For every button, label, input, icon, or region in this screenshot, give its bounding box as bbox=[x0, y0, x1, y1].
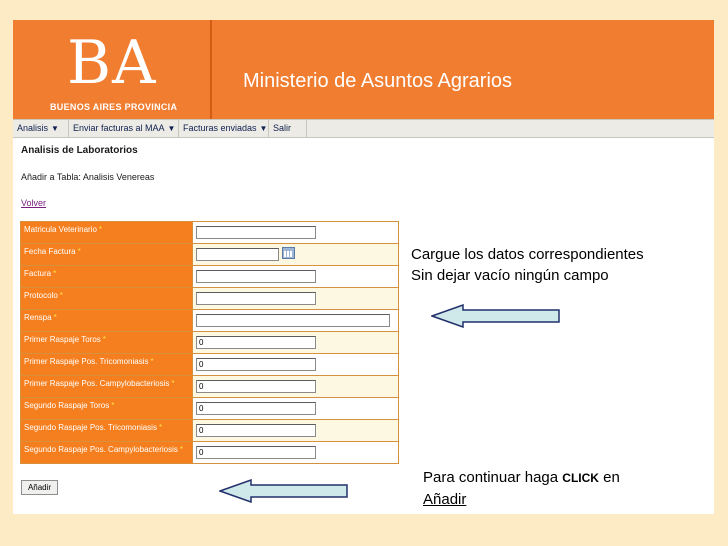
form-row bbox=[21, 376, 398, 398]
field-label: Primer Raspaje Pos. Campylobacteriosis bbox=[24, 379, 170, 388]
menu-analisis[interactable] bbox=[13, 120, 69, 137]
left-arrow-icon bbox=[431, 304, 561, 328]
menu-enviar-facturas[interactable] bbox=[69, 120, 179, 137]
field-label-cell bbox=[21, 420, 193, 441]
field-label-cell bbox=[21, 244, 193, 265]
continue-line bbox=[423, 467, 620, 489]
field-input-cell bbox=[193, 354, 398, 375]
renspa-input[interactable] bbox=[196, 314, 390, 327]
field-input-cell bbox=[193, 266, 398, 287]
fecha-factura-input[interactable] bbox=[196, 248, 279, 261]
field-input-cell bbox=[193, 332, 398, 353]
field-input-cell bbox=[193, 310, 398, 331]
page-title: Analisis de Laboratorios bbox=[21, 145, 138, 156]
segundo-raspaje-tricomoniasis-input[interactable] bbox=[196, 424, 316, 437]
matricula-veterinario-input[interactable] bbox=[196, 226, 316, 239]
calendar-icon[interactable] bbox=[282, 247, 295, 259]
required-mark: * bbox=[111, 401, 115, 410]
form-row bbox=[21, 442, 398, 463]
continue-note bbox=[423, 467, 620, 510]
required-mark: * bbox=[53, 269, 57, 278]
primer-raspaje-toros-input[interactable] bbox=[196, 336, 316, 349]
field-input-cell bbox=[193, 376, 398, 397]
add-button[interactable]: Añadir bbox=[21, 480, 58, 495]
required-mark: * bbox=[53, 313, 57, 322]
field-input-cell bbox=[193, 420, 398, 441]
field-input-cell bbox=[193, 288, 398, 309]
form-row bbox=[21, 310, 398, 332]
required-mark: * bbox=[171, 379, 175, 388]
segundo-raspaje-campylobacteriosis-input[interactable] bbox=[196, 446, 316, 459]
click-word: CLICK bbox=[562, 471, 599, 485]
field-label: Matricula Veterinario bbox=[24, 225, 97, 234]
data-form bbox=[20, 221, 399, 464]
required-mark: * bbox=[150, 357, 154, 366]
add-link-text: Añadir bbox=[423, 491, 467, 508]
logo-subtitle: BUENOS AIRES PROVINCIA bbox=[50, 102, 178, 112]
field-label: Segundo Raspaje Pos. Campylobacteriosis bbox=[24, 445, 178, 454]
form-row bbox=[21, 288, 398, 310]
slide bbox=[13, 20, 714, 514]
field-label: Segundo Raspaje Pos. Tricomoniasis bbox=[24, 423, 157, 432]
menu-facturas-enviadas[interactable] bbox=[179, 120, 269, 137]
field-input-cell bbox=[193, 442, 398, 463]
continue-text: Para continuar haga bbox=[423, 469, 559, 486]
instruction-note bbox=[411, 244, 644, 286]
field-label: Primer Raspaje Pos. Tricomoniasis bbox=[24, 357, 149, 366]
field-label-cell bbox=[21, 222, 193, 243]
form-row bbox=[21, 244, 398, 266]
required-mark: * bbox=[158, 423, 163, 432]
form-row bbox=[21, 332, 398, 354]
field-label: Factura bbox=[24, 269, 52, 278]
field-label-cell bbox=[21, 332, 193, 353]
field-label-cell bbox=[21, 376, 193, 397]
required-mark: * bbox=[179, 445, 183, 454]
form-row bbox=[21, 398, 398, 420]
instruction-line: Cargue los datos correspondientes bbox=[411, 246, 644, 263]
field-label-cell bbox=[21, 442, 193, 463]
factura-input[interactable] bbox=[196, 270, 316, 283]
instruction-line: Sin dejar vacío ningún campo bbox=[411, 267, 609, 284]
field-input-cell bbox=[193, 222, 398, 243]
dropdown-arrow-icon: ▼ bbox=[51, 124, 59, 133]
field-label: Fecha Factura bbox=[24, 247, 76, 256]
field-label: Renspa bbox=[24, 313, 52, 322]
form-row bbox=[21, 420, 398, 442]
logo-divider bbox=[210, 20, 212, 119]
field-input-cell bbox=[193, 244, 398, 265]
field-label-cell bbox=[21, 310, 193, 331]
field-label-cell bbox=[21, 354, 193, 375]
menu-salir[interactable] bbox=[269, 120, 307, 137]
form-row bbox=[21, 266, 398, 288]
form-row bbox=[21, 354, 398, 376]
back-link[interactable]: Volver bbox=[21, 198, 47, 208]
dropdown-arrow-icon: ▼ bbox=[259, 124, 268, 133]
required-mark: * bbox=[77, 247, 81, 256]
segundo-raspaje-toros-input[interactable] bbox=[196, 402, 316, 415]
primer-raspaje-campylobacteriosis-input[interactable] bbox=[196, 380, 316, 393]
form-row bbox=[21, 222, 398, 244]
header-banner bbox=[13, 20, 714, 119]
field-label-cell bbox=[21, 288, 193, 309]
field-label-cell bbox=[21, 398, 193, 419]
left-arrow-icon bbox=[219, 479, 349, 503]
continue-text-suffix: en bbox=[603, 469, 620, 486]
required-mark: * bbox=[102, 335, 106, 344]
protocolo-input[interactable] bbox=[196, 292, 316, 305]
required-mark: * bbox=[98, 225, 103, 234]
required-mark: * bbox=[59, 291, 63, 300]
menu-label: Salir bbox=[273, 123, 292, 133]
primer-raspaje-tricomoniasis-input[interactable] bbox=[196, 358, 316, 371]
menu-label: Analisis bbox=[17, 123, 49, 133]
menu-label: Enviar facturas al MAA bbox=[73, 123, 165, 133]
ministry-title: Ministerio de Asuntos Agrarios bbox=[243, 70, 513, 92]
field-input-cell bbox=[193, 398, 398, 419]
menu-bar bbox=[13, 119, 714, 138]
field-label: Segundo Raspaje Toros bbox=[24, 401, 110, 410]
field-label-cell bbox=[21, 266, 193, 287]
dropdown-arrow-icon: ▼ bbox=[167, 124, 176, 133]
field-label: Primer Raspaje Toros bbox=[24, 335, 101, 344]
logo-ba: BA bbox=[67, 28, 157, 98]
menu-label: Facturas enviadas bbox=[183, 123, 257, 133]
page-subtitle: Añadir a Tabla: Analisis Venereas bbox=[21, 172, 155, 182]
field-label: Protocolo bbox=[24, 291, 58, 300]
